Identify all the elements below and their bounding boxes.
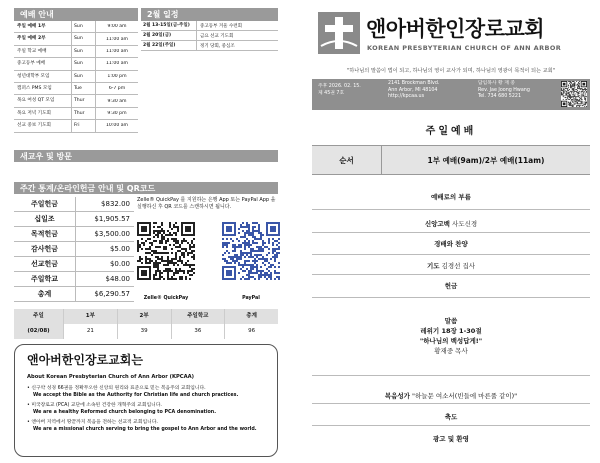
col-service-times: 1부 예배(9am)/2부 예배(11am)	[427, 155, 545, 165]
worship-day: Sun	[72, 71, 96, 82]
order-benediction: 축도	[312, 404, 590, 426]
offering-row	[14, 212, 134, 227]
schedule-row	[141, 41, 278, 51]
newcomer-header: 새교우 및 방문	[14, 150, 278, 162]
schedule-date: 2월 13-15일(금-주일)	[141, 21, 197, 30]
sermon-preacher: 황재중 목사	[434, 347, 468, 355]
offering-row	[14, 287, 134, 302]
worship-name: 선교 중보 기도회	[14, 120, 72, 131]
attendance-label-bottom: (02/08)	[14, 324, 64, 339]
creed-label: 신앙고백	[424, 220, 450, 228]
worship-name: 주일 예배 2부	[14, 33, 72, 44]
kpcaa-item-ko: • 앤아버 지역에서 땅끝까지 복음을 전하는 선교적 교회입니다.	[27, 420, 158, 425]
kpcaa-title: 앤아버한인장로교회는	[27, 353, 143, 367]
offering-header: 주간 통계/온라인헌금 안내 및 QR코드	[14, 182, 278, 194]
schedule-header: 2월 일정	[141, 8, 278, 21]
pastor-korean: 담임목사 황 재 중	[478, 81, 516, 86]
worship-time: 1:00 pm	[107, 73, 127, 79]
schedule-date: 2월 22일(주일)	[141, 41, 197, 50]
worship-time: 11:00 am	[106, 61, 128, 67]
worship-row	[14, 21, 138, 33]
church-phone: Tel. 734 680 5221	[478, 94, 522, 99]
schedule-row	[141, 31, 278, 41]
worship-row	[14, 46, 138, 58]
order-response-song	[312, 376, 590, 404]
col-order: 순서	[312, 146, 382, 174]
worship-header: 예배 안내	[14, 8, 138, 21]
worship-name: 목요 저녁 기도회	[14, 108, 72, 119]
worship-time: 11:00 am	[106, 36, 128, 42]
bulletin-date: 주후 2026. 02. 15.	[318, 84, 361, 89]
pastor-english: Rev. Jae Joong Hwang	[478, 87, 530, 93]
church-qr-code[interactable]	[561, 81, 587, 107]
worship-time: 10:00 am	[106, 123, 128, 129]
offering-label: 주일헌금	[14, 197, 76, 211]
offering-label: 감사헌금	[14, 242, 76, 256]
offering-label: 주일학교	[14, 272, 76, 286]
attendance-value: 96	[248, 328, 256, 334]
church-name-english: KOREAN PRESBYTERIAN CHURCH OF ANN ARBOR	[367, 44, 562, 52]
offering-label: 총계	[14, 287, 76, 301]
worship-schedule-table	[14, 8, 138, 133]
attendance-value: 21	[64, 324, 118, 339]
worship-name: 주일 학교 예배	[14, 46, 72, 57]
prayer-detail: 김경선 집사	[439, 262, 476, 270]
offering-table	[14, 197, 134, 302]
worship-day: Thur	[72, 95, 96, 106]
offering-row	[14, 257, 134, 272]
kpcaa-about-box	[14, 344, 278, 457]
offering-amount: $5.00	[109, 245, 130, 253]
kpcaa-item	[27, 401, 265, 415]
worship-time: 9:30 am	[107, 98, 127, 104]
worship-day: Fri	[72, 120, 96, 131]
worship-day: Sun	[72, 58, 96, 69]
kpcaa-item-en: We accept the Bible as the Authority for Christian life and church practices.	[33, 393, 239, 398]
worship-row	[14, 83, 138, 95]
offering-row	[14, 227, 134, 242]
worship-day: Sun	[72, 33, 96, 44]
worship-time: 6-7 pm	[108, 86, 126, 92]
creed-detail: 사도신경	[449, 220, 478, 228]
qr-instructions: Zelle® QuickPay 를 지원하는 은행 App 또는 PayPal App 을 실행하신 후 QR 코드를 스캔하시면 됩니다.	[137, 197, 276, 210]
worship-row	[14, 95, 138, 107]
kpcaa-item-en: We are a missional church serving to bring the gospel to Ann Arbor and the world.	[33, 427, 257, 432]
response-detail: "하늘문 여소서(빈들에 마른풀 같이)"	[409, 392, 518, 400]
attendance-header: 1부	[64, 309, 118, 324]
schedule-event: 금요 선교 기도회	[200, 33, 234, 39]
offering-label: 목적헌금	[14, 227, 76, 241]
worship-name: 중고등부 예배	[14, 58, 72, 69]
church-motto: "하나님의 말씀이 법이 되고, 하나님의 영이 교사가 되며, 하나님의 영광이 목적이 되는 교회"	[346, 68, 556, 74]
offering-label: 선교헌금	[14, 257, 76, 271]
bulletin-volume: 제 45권 7호	[318, 90, 345, 96]
offering-amount: $48.00	[105, 275, 130, 283]
church-name-korean: 앤아버한인장로교회	[366, 17, 545, 41]
response-label: 복음성가	[384, 392, 410, 400]
zelle-label: Zelle® QuickPay	[143, 296, 189, 301]
order-offering: 헌금	[312, 275, 590, 298]
church-address-2: Ann Arbor, MI 48104	[388, 87, 438, 93]
order-call-to-worship: 예배로의 부름	[312, 190, 590, 210]
schedule-event: 중고등부 겨울 수련회	[200, 23, 242, 29]
worship-name: 목요 여성 QT 모임	[14, 95, 72, 106]
offering-amount: $1,905.57	[94, 215, 130, 223]
attendance-header: 총계	[246, 313, 257, 319]
worship-name: 주일 예배 1부	[14, 21, 72, 32]
order-praise: 경배와 찬양	[312, 233, 590, 255]
sermon-label: 말씀	[444, 317, 458, 325]
service-title: 주일예배	[425, 126, 477, 137]
paypal-label: PayPal	[242, 296, 260, 301]
schedule-event: 정기 당회, 중심조	[200, 43, 235, 49]
kpcaa-item	[27, 384, 265, 398]
kpcaa-about: About Korean Presbyterian Church of Ann Arbor (KPCAA)	[27, 374, 195, 380]
worship-time: 9:30 pm	[107, 110, 127, 116]
february-schedule	[141, 8, 278, 51]
offering-amount: $832.00	[101, 200, 130, 208]
offering-amount: $3,500.00	[94, 230, 130, 238]
worship-time: 9:00 am	[107, 24, 127, 30]
worship-row	[14, 33, 138, 45]
worship-row	[14, 120, 138, 132]
worship-row	[14, 71, 138, 83]
worship-name: 캠퍼스 PMS 모임	[14, 83, 72, 94]
offering-row	[14, 197, 134, 212]
kpcaa-item-en: We are a healthy Reformed church belonging to PCA denomination.	[33, 410, 217, 415]
church-logo-icon	[318, 12, 360, 54]
offering-label: 십일조	[14, 212, 76, 226]
attendance-label-top: 주일	[14, 309, 64, 324]
offering-amount: $6,290.57	[94, 290, 130, 298]
bulletin-info-bar	[312, 79, 590, 110]
church-address-1: 2141 Brockman Blvd.	[388, 81, 440, 86]
kpcaa-item-ko: • 신구약 성경 66권을 정확무오한 신앙의 원리와 표준으로 믿는 복음주의 교회입니다.	[27, 386, 206, 391]
order-prayer	[312, 255, 590, 275]
church-website[interactable]: http://kpcaa.us	[388, 94, 425, 99]
kpcaa-item-ko: • 미국장로교 (PCA) 교단에 소속된 건강한 개혁주의 교회입니다.	[27, 403, 162, 408]
sermon-scripture: 레위기 18장 1-30절	[420, 327, 482, 335]
kpcaa-item	[27, 418, 265, 432]
paypal-qr-code[interactable]	[222, 222, 280, 280]
prayer-label: 기도	[426, 262, 440, 270]
sermon-title: "하나님의 백성답게!"	[419, 337, 483, 345]
service-order-header	[312, 145, 590, 175]
order-creed	[312, 210, 590, 233]
attendance-value: 39	[118, 324, 172, 339]
worship-time: 11:00 am	[106, 48, 128, 54]
offering-row	[14, 272, 134, 287]
worship-day: Sun	[72, 21, 96, 32]
offering-amount: $0.00	[109, 260, 130, 268]
zelle-qr-code[interactable]	[137, 222, 195, 280]
attendance-header: 2부	[118, 309, 172, 324]
worship-day: Tue	[72, 83, 96, 94]
worship-row	[14, 58, 138, 70]
order-sermon	[312, 316, 590, 376]
worship-day: Thur	[72, 108, 96, 119]
attendance-value: 36	[172, 324, 226, 339]
worship-name: 청년대학부 모임	[14, 71, 72, 82]
attendance-table	[14, 309, 278, 339]
worship-row	[14, 108, 138, 120]
offering-row	[14, 242, 134, 257]
schedule-date: 2월 20일(금)	[141, 31, 197, 40]
schedule-row	[141, 21, 278, 31]
order-announcements: 광고 및 환영	[433, 435, 469, 443]
attendance-header: 주일학교	[172, 309, 226, 324]
worship-day: Sun	[72, 46, 96, 57]
